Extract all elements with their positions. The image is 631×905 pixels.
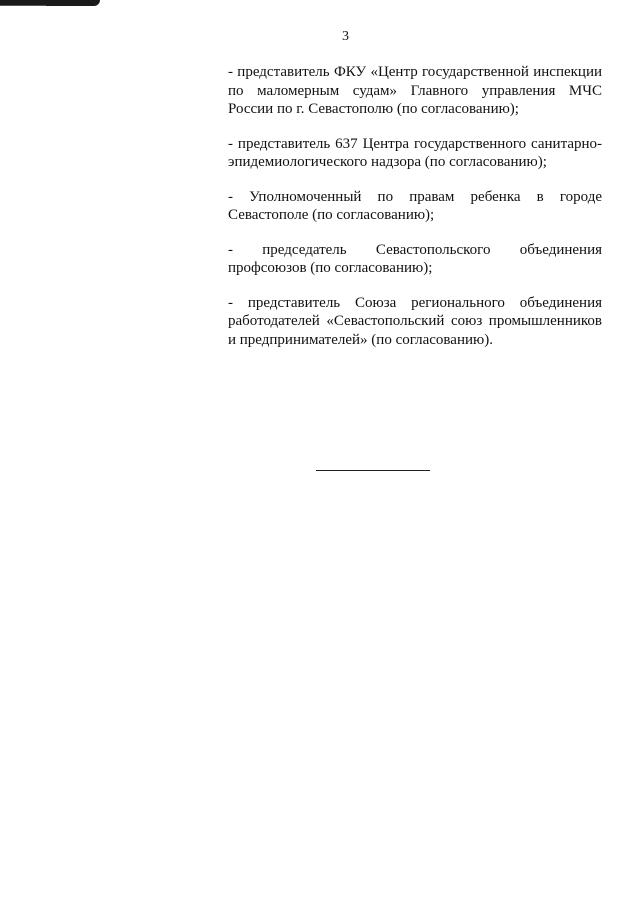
list-item-line: эпидемиологического надзора (по согласованию); [228, 154, 547, 170]
list-item-fku-inspection [228, 63, 602, 119]
list-item-line: и предпринимателей» (по согласованию). [228, 331, 493, 348]
list-item-sanitary-center [228, 135, 602, 172]
list-item-trade-unions [228, 241, 602, 278]
list-item-line: - представитель 637 Центра государственного санитарно- [228, 135, 602, 152]
list-item-employers-union [228, 294, 602, 350]
list-item-line: Севастополе (по согласованию); [228, 207, 435, 223]
list-item-line: по маломерным судам» Главного управления МЧС [228, 82, 602, 99]
document-body [228, 63, 602, 365]
list-item-line: России по г. Севастополю (по согласованию); [228, 101, 519, 117]
list-item-line: работодателей «Севастопольский союз промышленников [228, 313, 602, 329]
end-of-document-rule [316, 470, 430, 471]
list-item-line: - представитель ФКУ «Центр государственной инспекции [228, 64, 602, 80]
page-number: 3 [342, 29, 349, 44]
list-item-line: профсоюзов (по согласованию); [228, 260, 433, 276]
list-item-line: - председатель Севастопольского объединения [228, 241, 602, 258]
list-item-line: - Уполномоченный по правам ребенка в городе [228, 188, 602, 205]
scan-edge-line [0, 5, 46, 6]
list-item-child-ombudsman [228, 188, 602, 225]
list-item-line: - представитель Союза регионального объединения [228, 294, 602, 311]
